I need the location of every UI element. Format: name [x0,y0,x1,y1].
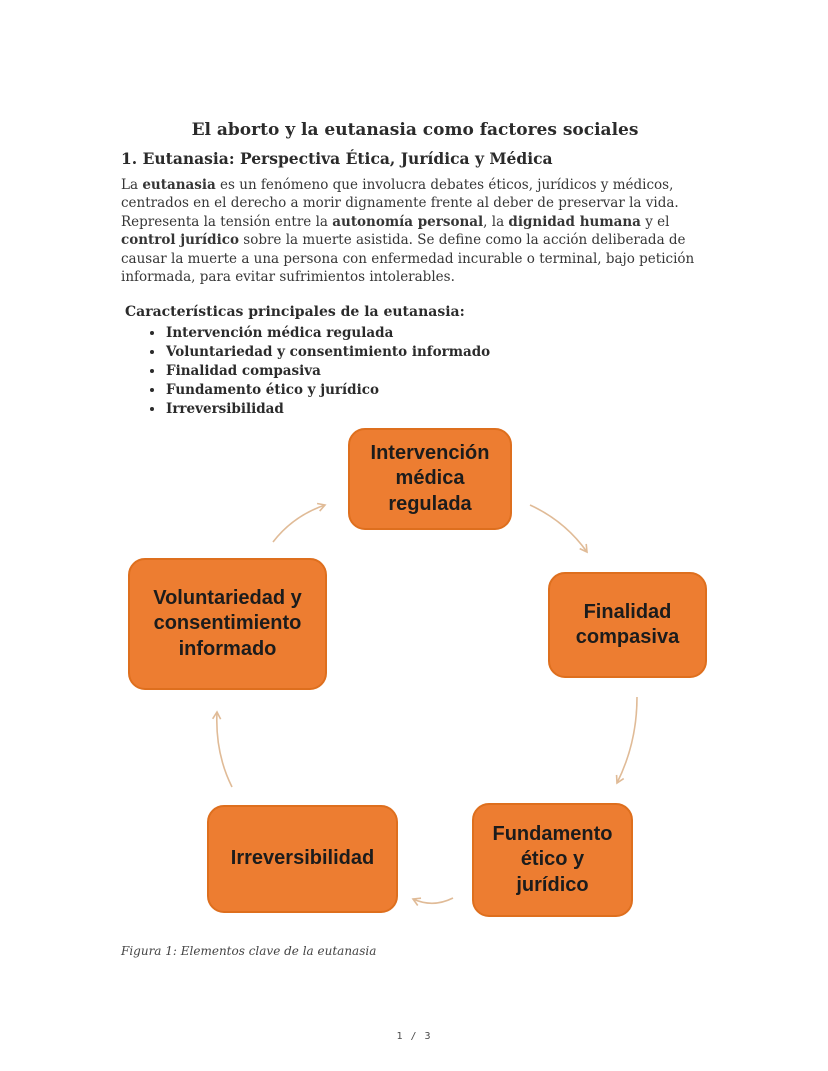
diagram-node-intervencion-medica-regulada [348,428,512,530]
paragraph-segment: y el [640,213,670,230]
document-content [121,119,709,419]
paragraph-segment-bold: control jurídico [121,232,239,249]
list-item [165,343,709,362]
curved-arrow-bottom-left-to-left [217,712,232,787]
list-item [165,324,709,343]
diagram-node-irreversibilidad [207,805,398,913]
list-item-label: Irreversibilidad [166,401,284,418]
paragraph-segment-bold: eutanasia [142,177,216,193]
document-title: El aborto y la eutanasia como factores sociales [191,120,639,140]
figure-caption: Figura 1: Elementos clave de la eutanasia [121,944,377,958]
list-item [165,381,709,400]
diagram-node-label: Intervención médica regulada [370,441,490,515]
paragraph-segment: es un fenómeno que involucra debates éticos, jurídicos y médicos, centrados en el derecho a morir dignamente frente al deber de preservar la vida. Representa la tensión entre la [121,177,679,230]
paragraph-segment: , la [483,213,509,230]
list-item-label: Fundamento ético y jurídico [166,382,379,399]
curved-arrow-bottom-right-to-bottom-left [413,898,453,903]
curved-arrow-right-to-bottom-right [617,697,637,783]
paragraph-segment: sobre la muerte asistida. Se define como la acción deliberada de causar la muerte a una persona con enfermedad incurable o terminal, bajo petición informada, para evitar sufrimientos intolerables. [121,232,695,286]
list-item-label: Intervención médica regulada [166,325,394,342]
diagram-node-voluntariedad-consentimiento [128,558,327,690]
diagram-node-label: Fundamento ético y jurídico [492,822,613,896]
diagram-node-label: Voluntariedad y consentimiento informado [153,586,302,660]
diagram-node-finalidad-compasiva [548,572,707,678]
section-heading: 1. Eutanasia: Perspectiva Ética, Jurídica y Médica [121,149,553,168]
list-item-label: Finalidad compasiva [166,363,321,380]
diagram-node-label: Finalidad compasiva [575,600,680,648]
paragraph-segment: La [121,177,143,193]
list-item [165,362,709,381]
list-item-label: Voluntariedad y consentimiento informado [166,344,491,361]
cycle-diagram [110,420,720,925]
curved-arrow-top-to-right [530,505,587,552]
curved-arrow-left-to-top [273,505,325,542]
paragraph-segment-bold: autonomía personal [332,213,484,230]
diagram-node-label: Irreversibilidad [230,847,375,870]
diagram-node-fundamento-etico-juridico [472,803,633,917]
paragraph-segment-bold: dignidad humana [508,213,641,230]
page-number: 1 / 3 [396,1031,432,1042]
intro-paragraph [121,176,709,286]
list-item [165,400,709,419]
list-heading: Características principales de la eutanasia: [125,304,465,321]
characteristics-list [121,324,709,419]
